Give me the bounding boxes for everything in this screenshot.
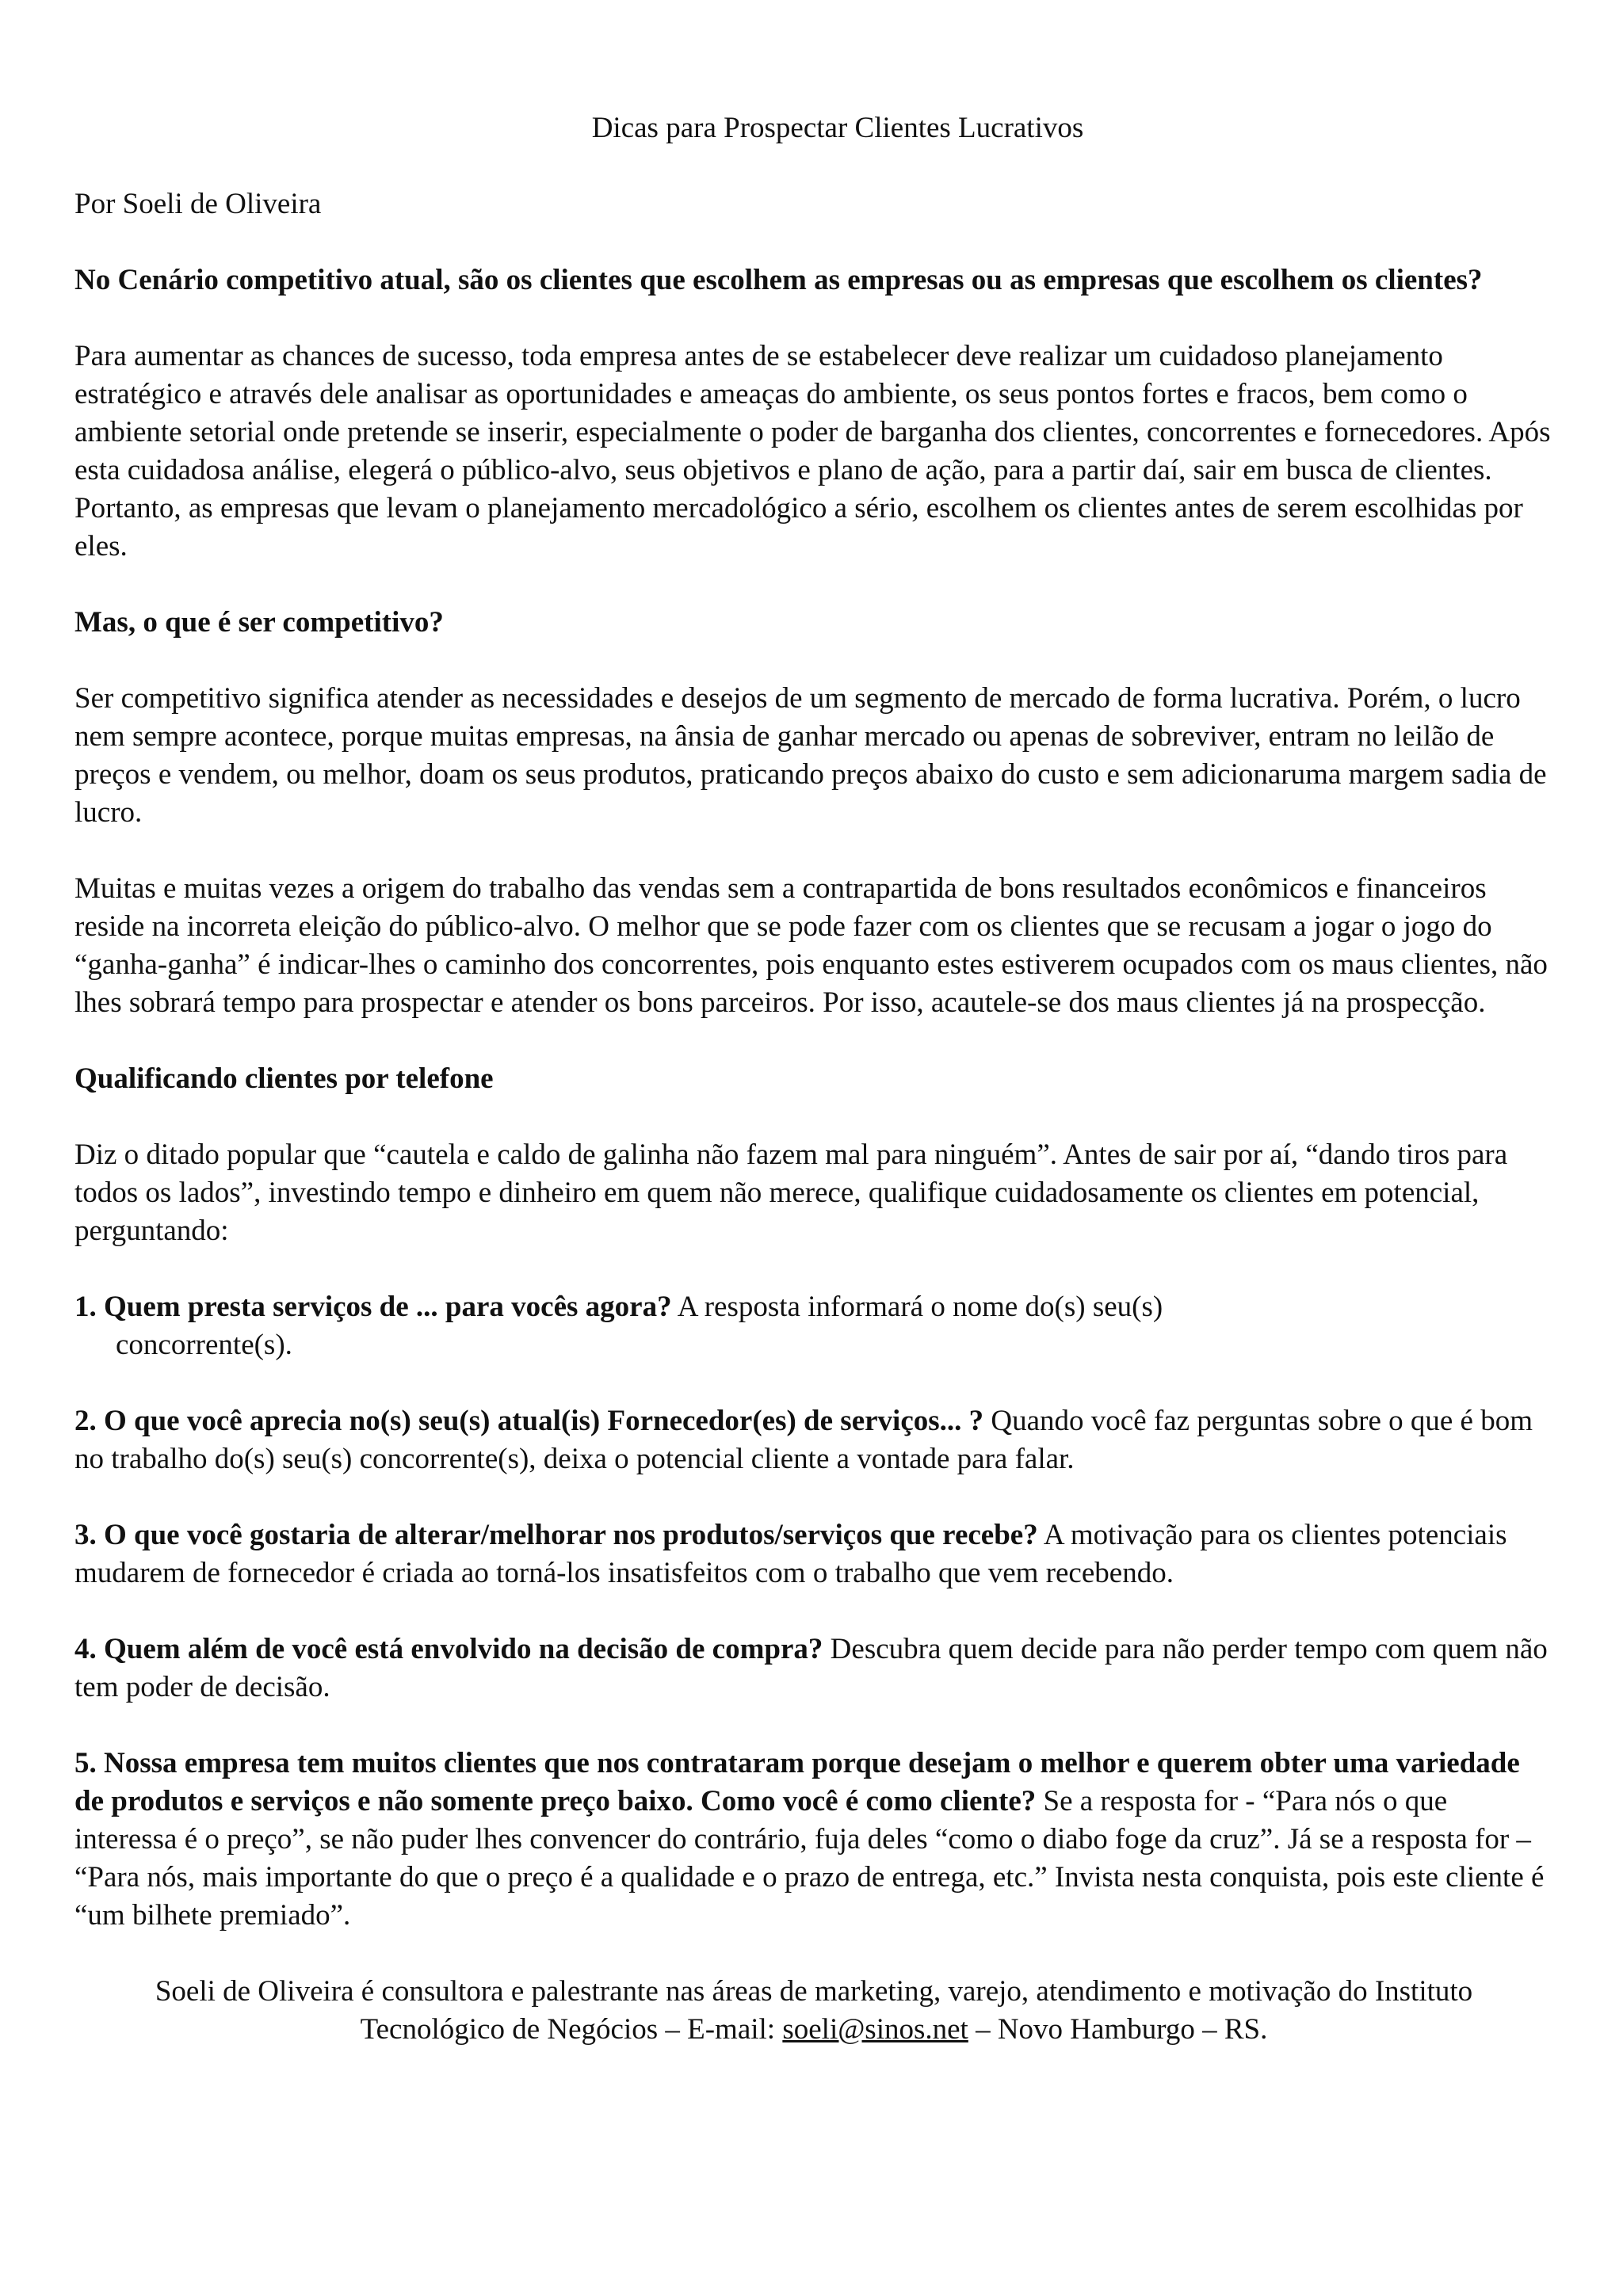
list-item-question: 3. O que você gostaria de alterar/melhorar nos produtos/serviços que recebe?: [74, 1519, 1038, 1551]
list-item-answer: A motivação para os clientes potenciais mudarem de fornecedor é criada ao torná-los insatisfeitos com o trabalho que vem recebendo.: [74, 1519, 1507, 1589]
list-item: [74, 1745, 1553, 1935]
footer-line-2-suffix: – Novo Hamburgo – RS.: [968, 2013, 1268, 2046]
list-item-answer: A resposta informará o nome do(s) seu(s): [671, 1291, 1163, 1323]
paragraph-1: Para aumentar as chances de sucesso, toda empresa antes de se estabelecer deve realizar um cuidadoso planejamento estratégico e através dele analisar as oportunidades e ameaças do ambiente, os seus pontos fortes e fracos, bem como o ambiente setorial onde pretende se inserir, especialmente o poder de barganha dos clientes, concorrentes e fornecedores. Após esta cuidadosa análise, elegerá o público-alvo, seus objetivos e plano de ação, para a partir daí, sair em busca de clientes. Portanto, as empresas que levam o planejamento mercadológico a sério, escolhem os clientes antes de serem escolhidas por eles.: [74, 340, 1551, 563]
email-link[interactable]: soeli@sinos.net: [782, 2013, 968, 2046]
heading-1-text: No Cenário competitivo atual, são os clientes que escolhem as empresas ou as empresas que escolhem os clientes?: [74, 264, 1483, 296]
footer-line-1: Soeli de Oliveira é consultora e palestrante nas áreas de marketing, varejo, atendimento e motivação do Instituto: [155, 1975, 1473, 2008]
list-item-answer: Descubra quem decide para não perder tempo com quem não tem poder de decisão.: [74, 1633, 1548, 1703]
heading-3-text: Qualificando clientes por telefone: [74, 1062, 494, 1095]
document-title: Dicas para Prospectar Clientes Lucrativos: [591, 112, 1084, 144]
list-item-answer-continuation: concorrente(s).: [116, 1329, 292, 1361]
section-heading-1: [74, 261, 1553, 299]
paragraph-2: Ser competitivo significa atender as necessidades e desejos de um segmento de mercado de forma lucrativa. Porém, o lucro nem sempre acontece, porque muitas empresas, na ânsia de ganhar mercado ou apenas de sobreviver, entram no leilão de preços e vendem, ou melhor, doam os seus produtos, praticando preços abaixo do custo e sem adicionaruma margem sadia de lucro.: [74, 682, 1547, 829]
section-heading-3: [74, 1060, 1553, 1098]
list-item-question: 2. O que você aprecia no(s) seu(s) atual(is) Fornecedor(es) de serviços... ?: [74, 1405, 984, 1437]
paragraph-3: Muitas e muitas vezes a origem do trabalho das vendas sem a contrapartida de bons resultados econômicos e financeiros reside na incorreta eleição do público-alvo. O melhor que se pode fazer com os clientes que se recusam a jogar o jogo do “ganha-ganha” é indicar-lhes o caminho dos concorrentes, pois enquanto estes estiverem ocupados com os maus clientes, não lhes sobrará tempo para prospectar e atender os bons parceiros. Por isso, acautele-se dos maus clientes já na prospecção.: [74, 872, 1548, 1019]
section-heading-2: [74, 604, 1553, 642]
paragraph-4: Diz o ditado popular que “cautela e caldo de galinha não fazem mal para ninguém”. Antes de sair por aí, “dando tiros para todos os lados”, investindo tempo e dinheiro em quem não merece, qualifique cuidadosamente os clientes em potencial, perguntando:: [74, 1138, 1508, 1247]
list-item: [74, 1402, 1553, 1478]
footer-line-2-prefix: Tecnológico de Negócios – E-mail:: [360, 2013, 783, 2046]
list-item: [74, 1630, 1553, 1707]
list-item-answer: Quando você faz perguntas sobre o que é bom no trabalho do(s) seu(s) concorrente(s), deixa o potencial cliente a vontade para falar.: [74, 1405, 1533, 1475]
author-line: Por Soeli de Oliveira: [74, 188, 322, 220]
heading-2-text: Mas, o que é ser competitivo?: [74, 606, 444, 639]
author-bio-footer: [74, 1973, 1553, 2049]
list-item-question: 5. Nossa empresa tem muitos clientes que nos contrataram porque desejam o melhor e querem obter uma variedade de produtos e serviços e não somente preço baixo. Como você é como cliente?: [74, 1747, 1520, 1817]
footer-line-2: [74, 2011, 1553, 2049]
list-item: [74, 1516, 1553, 1592]
list-item-answer: Se a resposta for - “Para nós o que interessa é o preço”, se não puder lhes convencer do contrário, fuja deles “como o diabo foge da cruz”. Já se a resposta for – “Para nós, mais importante do que o preço é a qualidade e o prazo de entrega, etc.” Invista nesta conquista, pois este cliente é “um bilhete premiado”.: [74, 1785, 1545, 1932]
list-item-question: 4. Quem além de você está envolvido na decisão de compra?: [74, 1633, 823, 1665]
list-item: [74, 1288, 1553, 1364]
list-item-question: 1. Quem presta serviços de ... para vocês agora?: [74, 1291, 672, 1323]
